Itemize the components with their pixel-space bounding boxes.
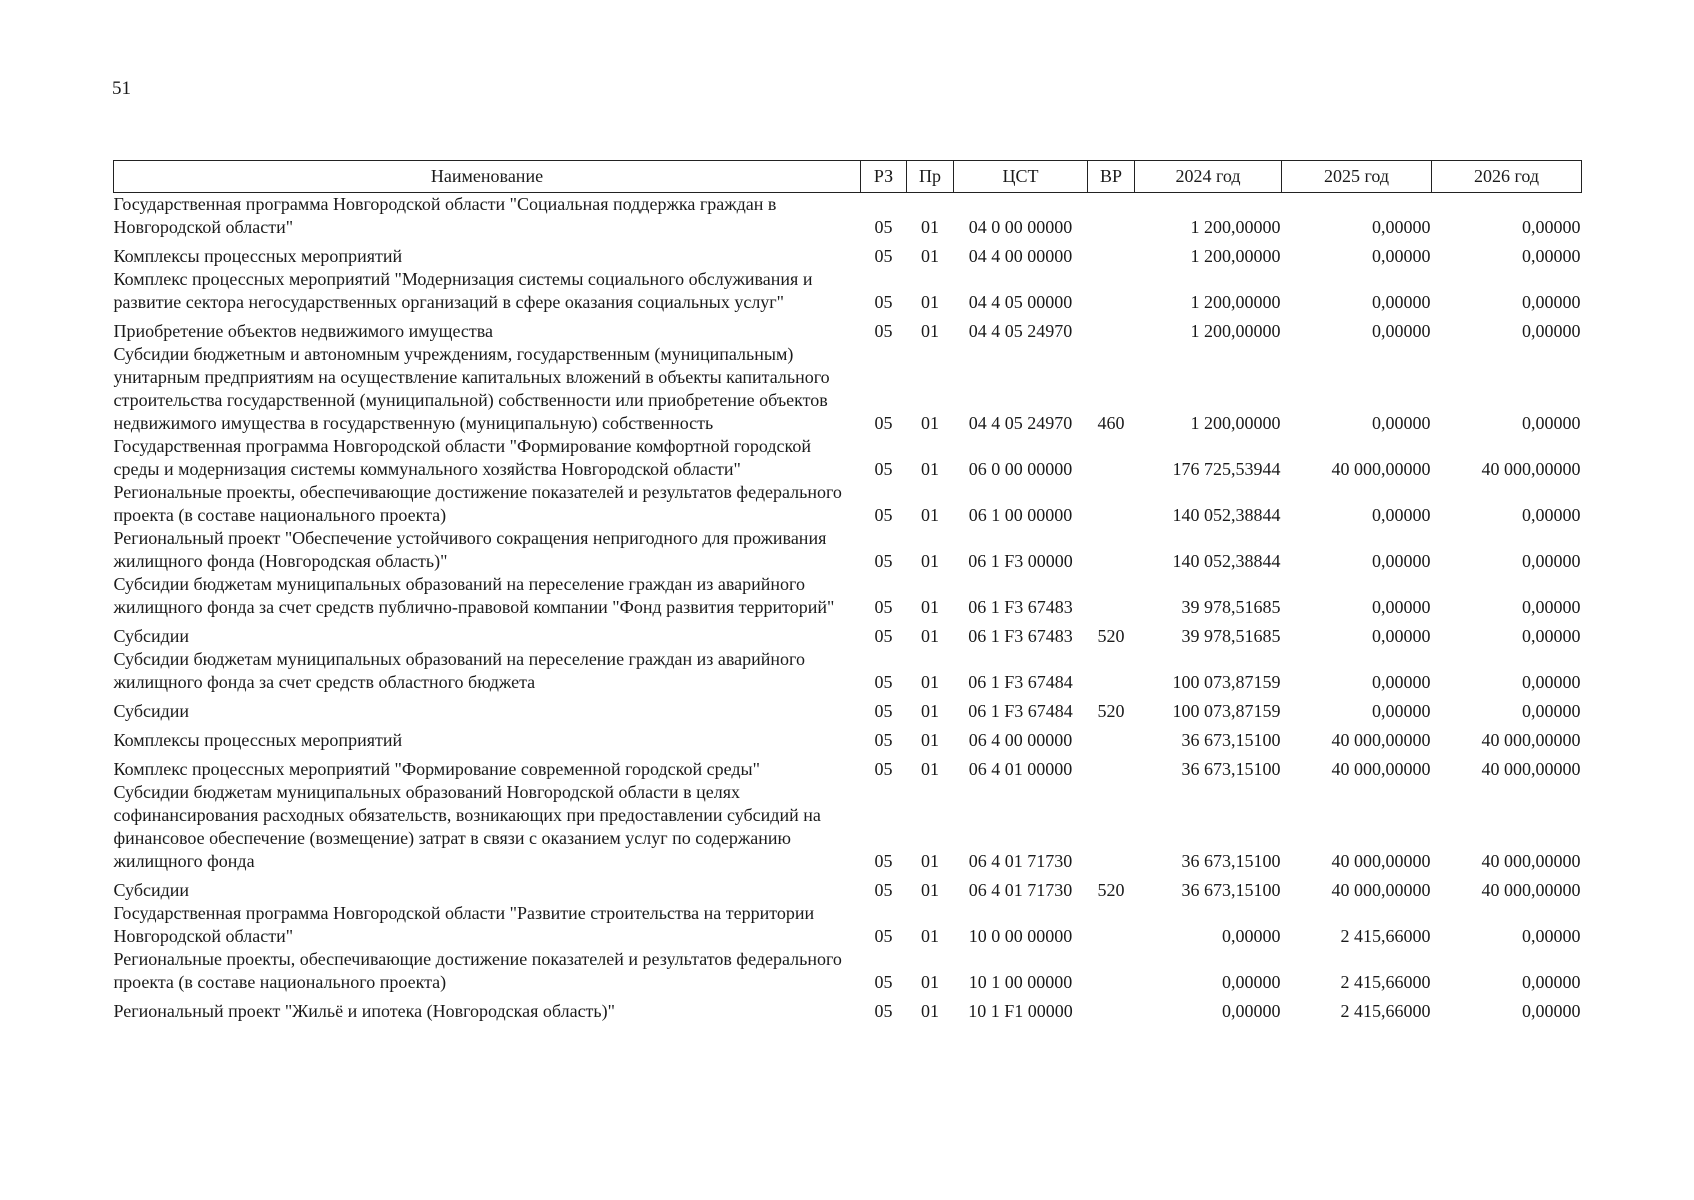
page-number: 51 [112,78,131,99]
cell-vr [1088,781,1135,873]
cell-cst: 10 0 00 00000 [968,926,1073,946]
cell-name: Государственная программа Новгородской области "Социальная поддержка граждан в Новгородской области" [113,194,777,237]
cell-name: Субсидии [113,880,190,900]
cell-2026: 0,00000 [1522,246,1581,266]
cell-2025: 0,00000 [1372,413,1431,433]
cell-pr: 01 [921,880,939,900]
cell-cst: 04 0 00 00000 [968,217,1073,237]
cell-vr [1088,648,1135,694]
cell-2024: 1 200,00000 [1190,292,1281,312]
cell-name: Региональные проекты, обеспечивающие достижение показателей и результатов федерального проекта (в составе национального проекта) [113,949,842,992]
cell-name: Субсидии бюджетным и автономным учреждениям, государственным (муниципальным) унитарным предприятиям на осуществление капитальных вложений в объекты капитального строительства государственной (муниципальной) собственности или приобретение объектов недвижимого имущества в государственную (муниципальную) собственность [113,344,830,433]
cell-2025: 0,00000 [1372,701,1431,721]
cell-vr [1088,752,1135,781]
table-row [114,435,1582,481]
cell-pr: 01 [921,926,939,946]
cell-2025: 0,00000 [1372,597,1431,617]
cell-name: Комплекс процессных мероприятий "Модернизация системы социального обслуживания и развитие сектора негосударственных организаций в сфере оказания социальных услуг" [113,269,813,312]
cell-name: Региональный проект "Жильё и ипотека (Новгородская область)" [113,1001,615,1021]
cell-name: Субсидии [113,701,190,721]
cell-2026: 40 000,00000 [1481,880,1581,900]
cell-name: Субсидии [113,626,190,646]
cell-2026: 0,00000 [1522,672,1581,692]
cell-pr: 01 [921,413,939,433]
cell-rz: 05 [874,880,893,900]
header-2024: 2024 год [1135,161,1282,193]
table-row [114,902,1582,948]
cell-rz: 05 [874,551,893,571]
cell-2026: 0,00000 [1522,1001,1581,1021]
header-name: Наименование [114,161,861,193]
cell-pr: 01 [921,505,939,525]
cell-name: Субсидии бюджетам муниципальных образований на переселение граждан из аварийного жилищного фонда за счет средств публично-правовой компании "Фонд развития территорий" [113,574,835,617]
cell-pr: 01 [921,851,939,871]
cell-vr [1088,994,1135,1023]
cell-name: Региональные проекты, обеспечивающие достижение показателей и результатов федерального проекта (в составе национального проекта) [113,482,842,525]
cell-cst: 06 1 F3 67484 [968,701,1073,721]
cell-cst: 04 4 00 00000 [968,246,1073,266]
budget-table [113,160,1582,1023]
header-2025: 2025 год [1282,161,1432,193]
table-row [114,527,1582,573]
cell-rz: 05 [874,972,893,992]
cell-rz: 05 [874,851,893,871]
cell-pr: 01 [921,672,939,692]
cell-2025: 2 415,66000 [1340,972,1431,992]
cell-vr: 520 [1097,701,1125,721]
table-body [114,193,1582,1024]
cell-cst: 06 1 F3 00000 [968,551,1073,571]
cell-cst: 06 1 F3 67484 [968,672,1073,692]
cell-cst: 04 4 05 24970 [968,321,1073,341]
table-row [114,193,1582,240]
cell-name: Субсидии бюджетам муниципальных образований Новгородской области в целях софинансирования расходных обязательств, возникающих при предоставлении субсидий на финансовое обеспечение (возмещение) затрат в связи с оказанием услуг по содержанию жилищного фонда [113,782,821,871]
cell-2024: 36 673,15100 [1181,851,1281,871]
cell-2026: 40 000,00000 [1481,759,1581,779]
cell-vr [1088,193,1135,240]
cell-2025: 40 000,00000 [1331,459,1431,479]
header-cst: ЦСТ [954,161,1088,193]
table-row [114,268,1582,314]
cell-rz: 05 [874,926,893,946]
cell-vr [1088,573,1135,619]
cell-rz: 05 [874,730,893,750]
cell-pr: 01 [921,597,939,617]
cell-rz: 05 [874,672,893,692]
cell-2024: 140 052,38844 [1172,551,1281,571]
table-row [114,873,1582,902]
table-row [114,239,1582,268]
cell-rz: 05 [874,759,893,779]
cell-cst: 10 1 00 00000 [968,972,1073,992]
cell-pr: 01 [921,730,939,750]
cell-rz: 05 [874,459,893,479]
cell-pr: 01 [921,217,939,237]
cell-pr: 01 [921,1001,939,1021]
cell-cst: 04 4 05 00000 [968,292,1073,312]
cell-2024: 1 200,00000 [1190,246,1281,266]
cell-2026: 40 000,00000 [1481,851,1581,871]
cell-cst: 10 1 F1 00000 [968,1001,1073,1021]
cell-pr: 01 [921,246,939,266]
cell-cst: 06 0 00 00000 [968,459,1073,479]
cell-name: Региональный проект "Обеспечение устойчивого сокращения непригодного для проживания жилищного фонда (Новгородская область)" [113,528,827,571]
cell-cst: 04 4 05 24970 [968,413,1073,433]
cell-pr: 01 [921,701,939,721]
cell-2026: 0,00000 [1522,597,1581,617]
table-row [114,619,1582,648]
cell-2026: 0,00000 [1522,701,1581,721]
cell-2025: 40 000,00000 [1331,851,1431,871]
cell-name: Комплексы процессных мероприятий [113,730,403,750]
header-vr: ВР [1088,161,1135,193]
cell-vr: 460 [1097,413,1125,433]
cell-cst: 06 1 F3 67483 [968,626,1073,646]
cell-cst: 06 1 00 00000 [968,505,1073,525]
cell-name: Комплекс процессных мероприятий "Формирование современной городской среды" [113,759,760,779]
cell-rz: 05 [874,292,893,312]
cell-2025: 0,00000 [1372,292,1431,312]
table-row [114,948,1582,994]
cell-name: Комплексы процессных мероприятий [113,246,403,266]
header-2026: 2026 год [1432,161,1582,193]
table-row [114,573,1582,619]
table-row [114,481,1582,527]
cell-vr: 520 [1097,880,1125,900]
cell-name: Субсидии бюджетам муниципальных образований на переселение граждан из аварийного жилищного фонда за счет средств областного бюджета [113,649,805,692]
cell-2024: 36 673,15100 [1181,730,1281,750]
cell-vr [1088,527,1135,573]
cell-2025: 2 415,66000 [1340,1001,1431,1021]
cell-2026: 0,00000 [1522,926,1581,946]
cell-cst: 06 4 01 00000 [968,759,1073,779]
cell-pr: 01 [921,972,939,992]
cell-vr [1088,239,1135,268]
cell-rz: 05 [874,321,893,341]
cell-2024: 100 073,87159 [1172,672,1281,692]
cell-2025: 0,00000 [1372,246,1431,266]
cell-2025: 0,00000 [1372,505,1431,525]
table-row [114,752,1582,781]
cell-2026: 0,00000 [1522,292,1581,312]
cell-2025: 2 415,66000 [1340,926,1431,946]
cell-cst: 06 4 00 00000 [968,730,1073,750]
cell-2025: 0,00000 [1372,321,1431,341]
cell-rz: 05 [874,413,893,433]
cell-2024: 0,00000 [1222,1001,1281,1021]
cell-2026: 0,00000 [1522,551,1581,571]
cell-vr [1088,481,1135,527]
cell-2024: 0,00000 [1222,926,1281,946]
cell-2026: 0,00000 [1522,321,1581,341]
cell-2025: 40 000,00000 [1331,880,1431,900]
cell-pr: 01 [921,551,939,571]
table-row [114,648,1582,694]
cell-2024: 176 725,53944 [1172,459,1281,479]
cell-vr [1088,268,1135,314]
table-row [114,781,1582,873]
cell-2024: 0,00000 [1222,972,1281,992]
cell-2024: 140 052,38844 [1172,505,1281,525]
cell-2026: 0,00000 [1522,505,1581,525]
cell-2025: 0,00000 [1372,672,1431,692]
cell-pr: 01 [921,292,939,312]
cell-name: Государственная программа Новгородской области "Развитие строительства на территории Новгородской области" [113,903,815,946]
cell-cst: 06 4 01 71730 [968,851,1073,871]
cell-cst: 06 4 01 71730 [968,880,1073,900]
cell-2024: 36 673,15100 [1181,880,1281,900]
cell-2025: 40 000,00000 [1331,759,1431,779]
table-row [114,314,1582,343]
cell-rz: 05 [874,626,893,646]
cell-2024: 39 978,51685 [1181,597,1281,617]
cell-2024: 1 200,00000 [1190,321,1281,341]
cell-2026: 0,00000 [1522,972,1581,992]
table-row [114,723,1582,752]
header-pr: Пр [907,161,954,193]
cell-cst: 06 1 F3 67483 [968,597,1073,617]
cell-pr: 01 [921,626,939,646]
cell-vr [1088,902,1135,948]
cell-rz: 05 [874,597,893,617]
cell-vr: 520 [1097,626,1125,646]
cell-2024: 36 673,15100 [1181,759,1281,779]
cell-2026: 0,00000 [1522,626,1581,646]
cell-pr: 01 [921,321,939,341]
cell-name: Государственная программа Новгородской области "Формирование комфортной городской среды и модернизация системы коммунального хозяйства Новгородской области" [113,436,811,479]
table-row [114,694,1582,723]
cell-rz: 05 [874,1001,893,1021]
cell-vr [1088,948,1135,994]
cell-name: Приобретение объектов недвижимого имущества [113,321,494,341]
cell-2024: 1 200,00000 [1190,413,1281,433]
cell-2025: 0,00000 [1372,551,1431,571]
cell-rz: 05 [874,217,893,237]
cell-2024: 39 978,51685 [1181,626,1281,646]
cell-pr: 01 [921,759,939,779]
cell-2024: 1 200,00000 [1190,217,1281,237]
cell-2026: 0,00000 [1522,217,1581,237]
table-header-row [114,161,1582,193]
cell-2026: 0,00000 [1522,413,1581,433]
cell-rz: 05 [874,701,893,721]
cell-2025: 0,00000 [1372,626,1431,646]
cell-pr: 01 [921,459,939,479]
cell-vr [1088,435,1135,481]
table-row [114,994,1582,1023]
cell-rz: 05 [874,505,893,525]
cell-2026: 40 000,00000 [1481,730,1581,750]
cell-2025: 40 000,00000 [1331,730,1431,750]
cell-2026: 40 000,00000 [1481,459,1581,479]
header-rz: РЗ [861,161,907,193]
cell-vr [1088,723,1135,752]
cell-vr [1088,314,1135,343]
table-row [114,343,1582,435]
cell-2025: 0,00000 [1372,217,1431,237]
cell-rz: 05 [874,246,893,266]
cell-2024: 100 073,87159 [1172,701,1281,721]
